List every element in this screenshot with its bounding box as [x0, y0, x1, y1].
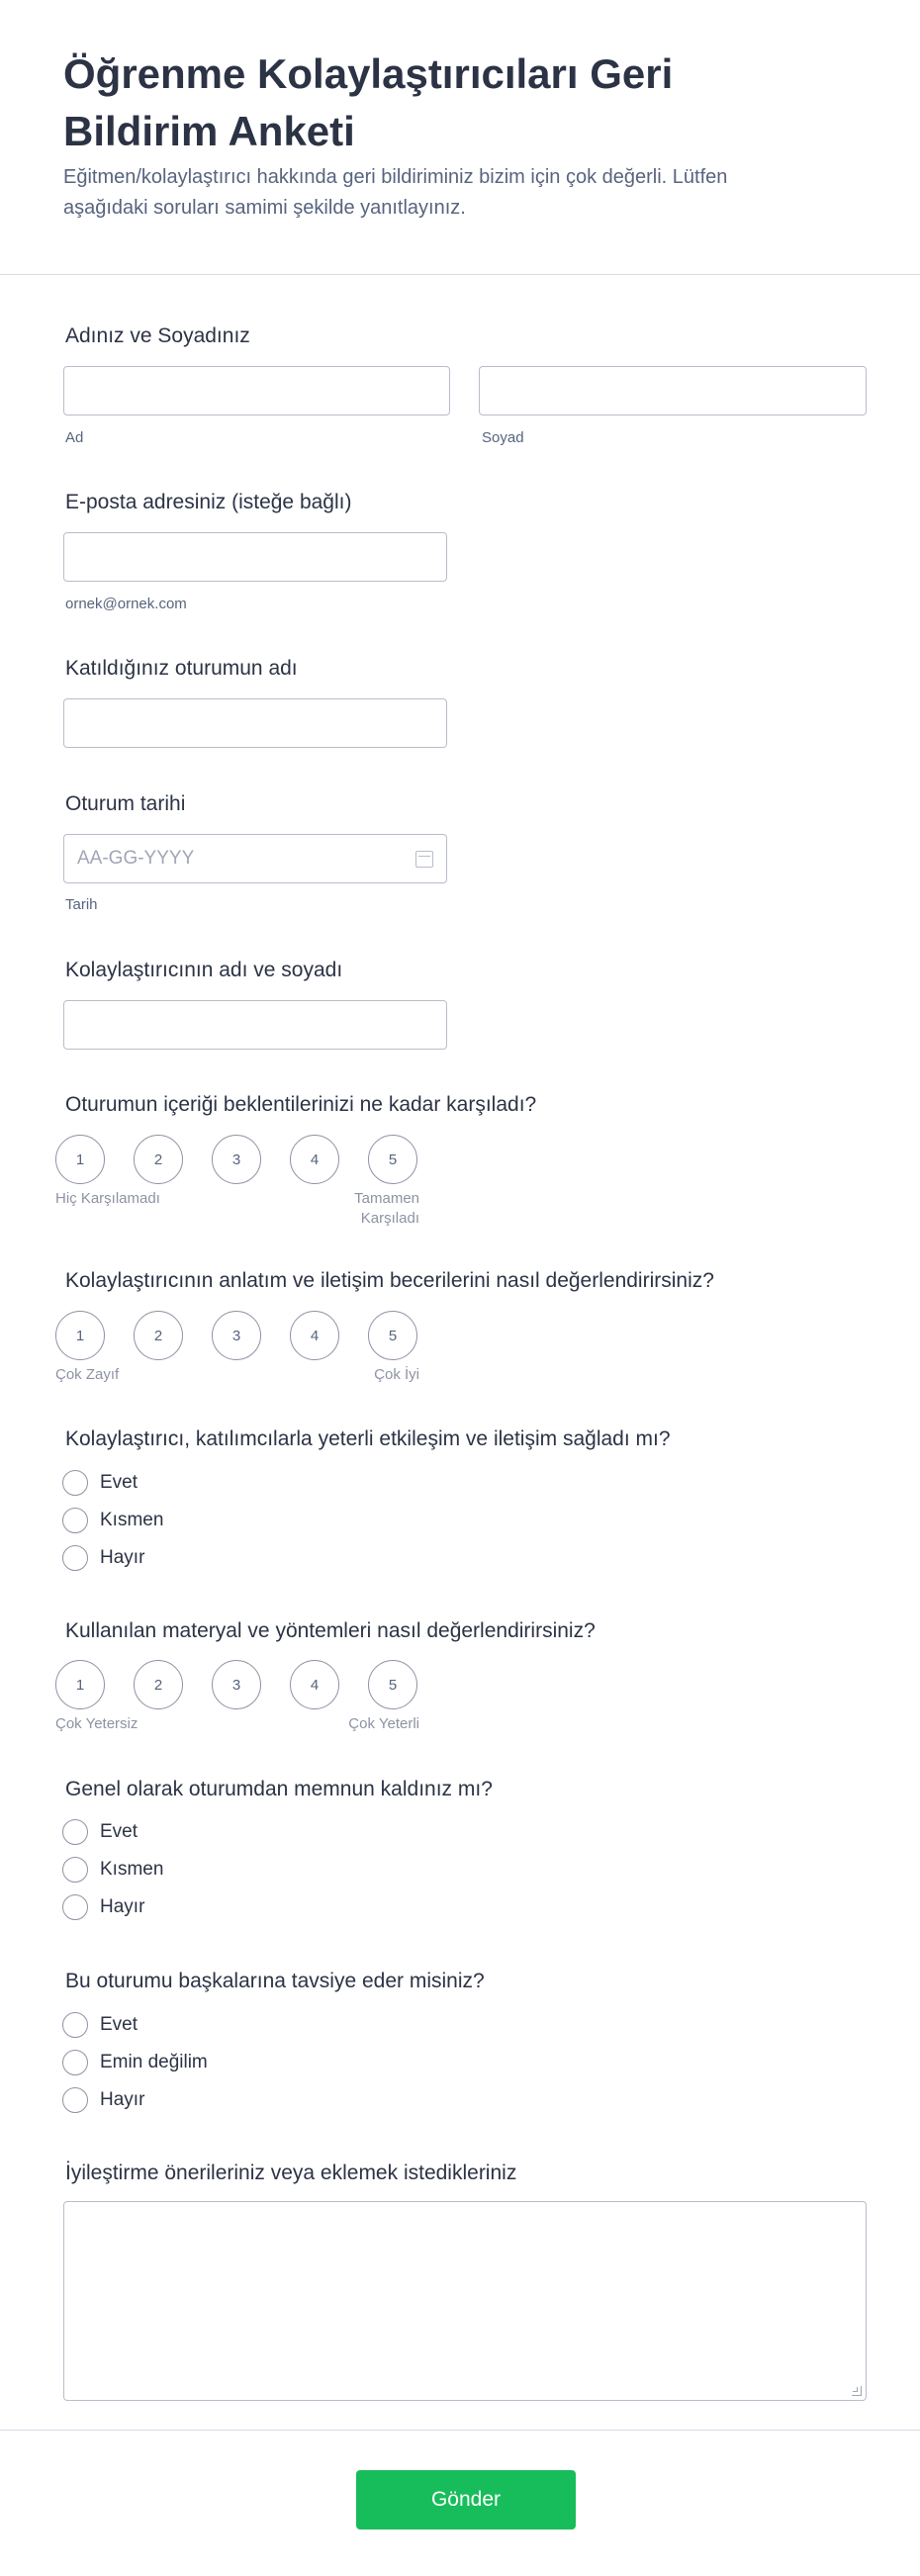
name-label: Adınız ve Soyadınız [65, 324, 250, 347]
scale-max-label: Tamamen Karşıladı [354, 1190, 419, 1227]
radio-option-yes[interactable]: Evet [62, 1469, 138, 1497]
scale-option[interactable]: 3 [212, 1135, 261, 1184]
suggestions-textarea[interactable] [63, 2201, 867, 2401]
first-name-input[interactable] [63, 366, 450, 415]
radio-circle[interactable] [62, 1857, 88, 1883]
calendar-icon[interactable] [415, 851, 433, 868]
email-label: E-posta adresiniz (isteğe bağlı) [65, 491, 352, 513]
resize-handle-icon[interactable] [852, 2386, 862, 2396]
form-description: Eğitmen/kolaylaştırıcı hakkında geri bildiriminiz bizim için çok değerli. Lütfen aşağıdaki soruları samimi şekilde yanıtlayınız. [63, 166, 728, 219]
expectations-scale [55, 1135, 421, 1184]
suggestions-label: İyileştirme önerileriniz veya eklemek istedikleriniz [65, 2162, 517, 2184]
submit-button[interactable]: Gönder [356, 2470, 576, 2530]
facilitator-name-input[interactable] [63, 1000, 447, 1050]
session-name-input[interactable] [63, 698, 447, 748]
radio-circle[interactable] [62, 1508, 88, 1533]
radio-circle[interactable] [62, 2012, 88, 2038]
radio-circle[interactable] [62, 2050, 88, 2075]
scale-min-label: Çok Yetersiz [55, 1715, 138, 1732]
scale-option[interactable]: 5 [368, 1135, 417, 1184]
scale-option[interactable]: 1 [55, 1660, 105, 1709]
radio-circle[interactable] [62, 2087, 88, 2113]
scale-option[interactable]: 4 [290, 1311, 339, 1360]
scale-option[interactable]: 5 [368, 1311, 417, 1360]
radio-circle[interactable] [62, 1470, 88, 1496]
session-name-label: Katıldığınız oturumun adı [65, 657, 298, 680]
radio-option-no[interactable]: Hayır [62, 1544, 144, 1572]
footer-divider [0, 2430, 920, 2431]
radio-option-partially[interactable]: Kısmen [62, 1856, 163, 1884]
date-placeholder: AA-GG-YYYY [77, 848, 195, 869]
expectations-label: Oturumun içeriği beklentilerinizi ne kadar karşıladı? [65, 1093, 537, 1116]
communication-label: Kolaylaştırıcının anlatım ve iletişim becerilerini nasıl değerlendirirsiniz? [65, 1269, 714, 1292]
scale-max-label: Çok Yeterli [348, 1715, 419, 1732]
facilitator-name-label: Kolaylaştırıcının adı ve soyadı [65, 959, 343, 981]
materials-label: Kullanılan materyal ve yöntemleri nasıl değerlendirirsiniz? [65, 1619, 596, 1642]
interaction-label: Kolaylaştırıcı, katılımcılarla yeterli etkileşim ve iletişim sağladı mı? [65, 1427, 671, 1450]
radio-option-no[interactable]: Hayır [62, 2086, 144, 2114]
form-title: Öğrenme Kolaylaştırıcıları Geri Bildirim Anketi [63, 50, 674, 154]
session-date-label: Oturum tarihi [65, 792, 186, 815]
scale-min-label: Çok Zayıf [55, 1366, 120, 1383]
last-name-input[interactable] [479, 366, 867, 415]
radio-circle[interactable] [62, 1545, 88, 1571]
radio-circle[interactable] [62, 1819, 88, 1845]
scale-min-label: Hiç Karşılamadı [55, 1190, 160, 1207]
scale-option[interactable]: 4 [290, 1660, 339, 1709]
session-date-input[interactable] [63, 834, 447, 883]
scale-option[interactable]: 2 [134, 1311, 183, 1360]
scale-option[interactable]: 4 [290, 1135, 339, 1184]
scale-option[interactable]: 5 [368, 1660, 417, 1709]
scale-max-label: Çok İyi [374, 1366, 419, 1383]
radio-option-no[interactable]: Hayır [62, 1893, 144, 1921]
communication-scale [55, 1311, 421, 1360]
satisfaction-label: Genel olarak oturumdan memnun kaldınız mı? [65, 1778, 493, 1800]
radio-option-partially[interactable]: Kısmen [62, 1507, 163, 1534]
form-header [0, 0, 920, 275]
radio-option-yes[interactable]: Evet [62, 2011, 138, 2039]
radio-option-not-sure[interactable]: Emin değilim [62, 2049, 208, 2076]
email-input[interactable] [63, 532, 447, 582]
scale-option[interactable]: 2 [134, 1660, 183, 1709]
scale-option[interactable]: 1 [55, 1311, 105, 1360]
radio-option-yes[interactable]: Evet [62, 1818, 138, 1846]
scale-option[interactable]: 2 [134, 1135, 183, 1184]
scale-option[interactable]: 1 [55, 1135, 105, 1184]
session-date-sublabel: Tarih [65, 896, 98, 913]
email-sublabel: ornek@ornek.com [65, 596, 187, 612]
scale-option[interactable]: 3 [212, 1660, 261, 1709]
scale-option[interactable]: 3 [212, 1311, 261, 1360]
recommend-label: Bu oturumu başkalarına tavsiye eder misiniz? [65, 1970, 485, 1992]
last-name-sublabel: Soyad [482, 429, 524, 446]
materials-scale [55, 1660, 421, 1709]
first-name-sublabel: Ad [65, 429, 84, 446]
radio-circle[interactable] [62, 1894, 88, 1920]
